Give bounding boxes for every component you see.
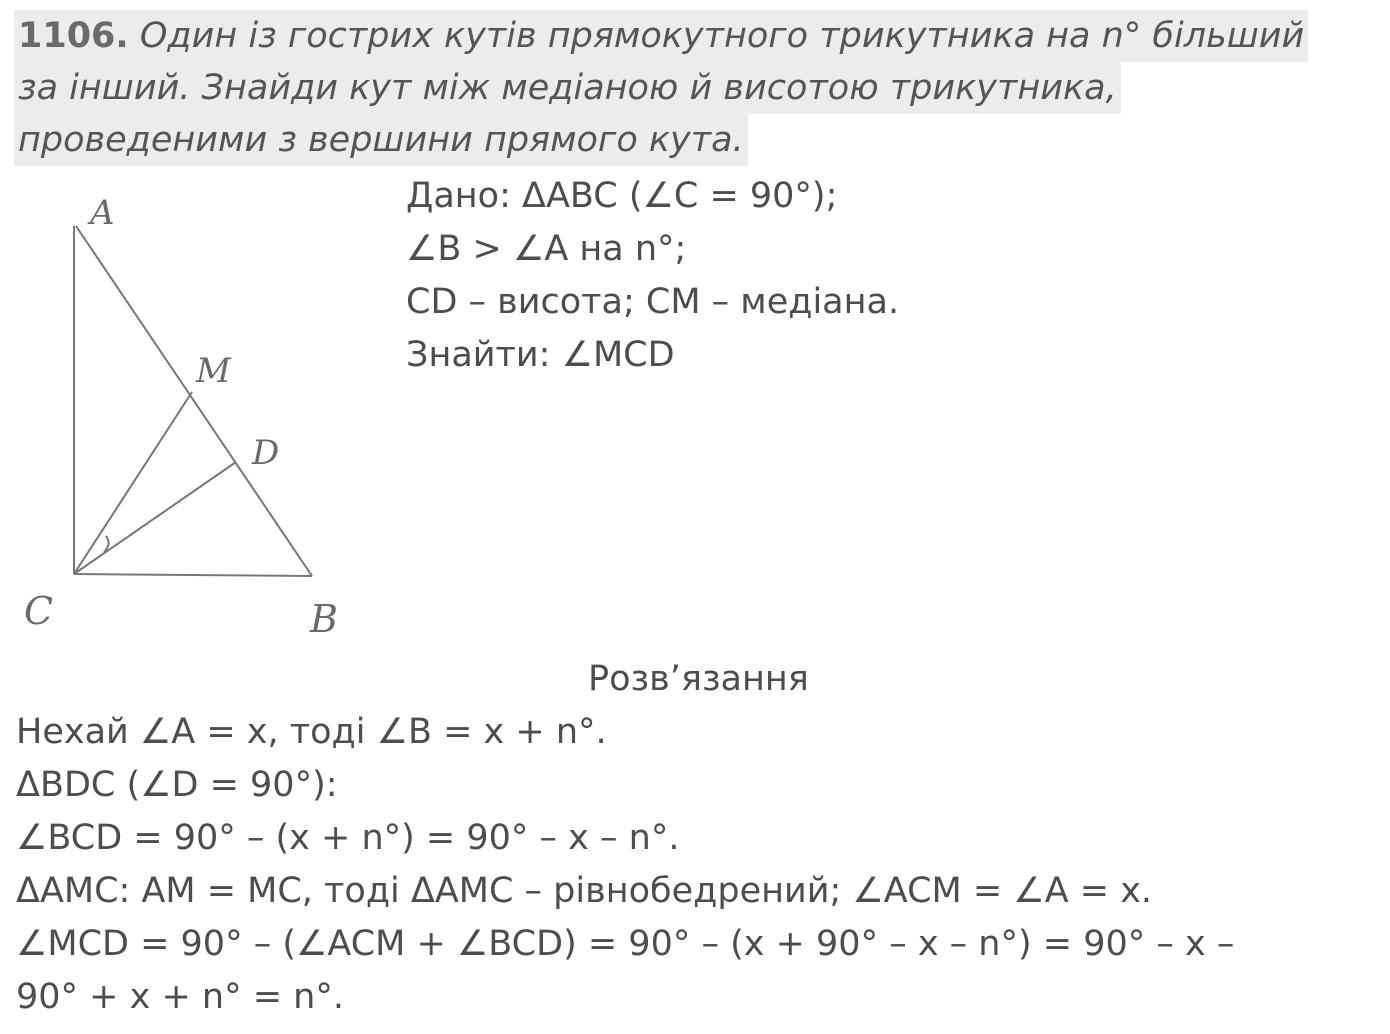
triangle-figure [20, 180, 380, 644]
problem-line-3: проведеними з вершини прямого кута. [14, 114, 748, 166]
solution-line-5: ∠MCD = 90° – (∠ACM + ∠BCD) = 90° – (x + 90° – x – n°) = 90° – x – [16, 924, 1235, 964]
side-CB [74, 574, 312, 576]
given-block [406, 170, 899, 382]
given-line-3: CD – висота; CM – медіана. [406, 282, 900, 322]
altitude-CD [74, 462, 236, 574]
find-line: Знайти: ∠MCD [406, 335, 675, 375]
problem-number: 1106. [18, 16, 129, 56]
solution-line-4: ΔAMC: AM = MC, тоді ΔAMC – рівнобедрений; ∠ACM = ∠A = x. [16, 871, 1153, 911]
problem-statement [14, 10, 1380, 166]
label-C: C [24, 589, 54, 633]
label-A: A [90, 193, 115, 233]
side-AB [76, 226, 312, 576]
label-M: M [196, 351, 231, 391]
label-D: D [252, 433, 280, 473]
problem-text-1: Один із гострих кутів прямокутного трикутника на n° більший [139, 16, 1305, 56]
problem-line-1 [14, 10, 1308, 62]
problem-line-2: за інший. Знайди кут між медіаною й висотою трикутника, [14, 62, 1121, 114]
solution-title: Розв’язання [588, 659, 809, 699]
label-B: B [310, 597, 338, 640]
triangle-drawing [20, 180, 380, 640]
solution-line-2: ΔBDC (∠D = 90°): [16, 765, 338, 805]
solution-block [16, 706, 1234, 1024]
given-line-2: ∠B > ∠A на n°; [406, 229, 687, 269]
median-CM [74, 392, 192, 574]
solution-line-6: 90° + x + n° = n°. [16, 977, 344, 1017]
solution-line-3: ∠BCD = 90° – (x + n°) = 90° – x – n°. [16, 818, 680, 858]
solution-line-1: Нехай ∠A = x, тоді ∠B = x + n°. [16, 712, 607, 752]
given-line-1: Дано: ΔABC (∠C = 90°); [406, 176, 838, 216]
